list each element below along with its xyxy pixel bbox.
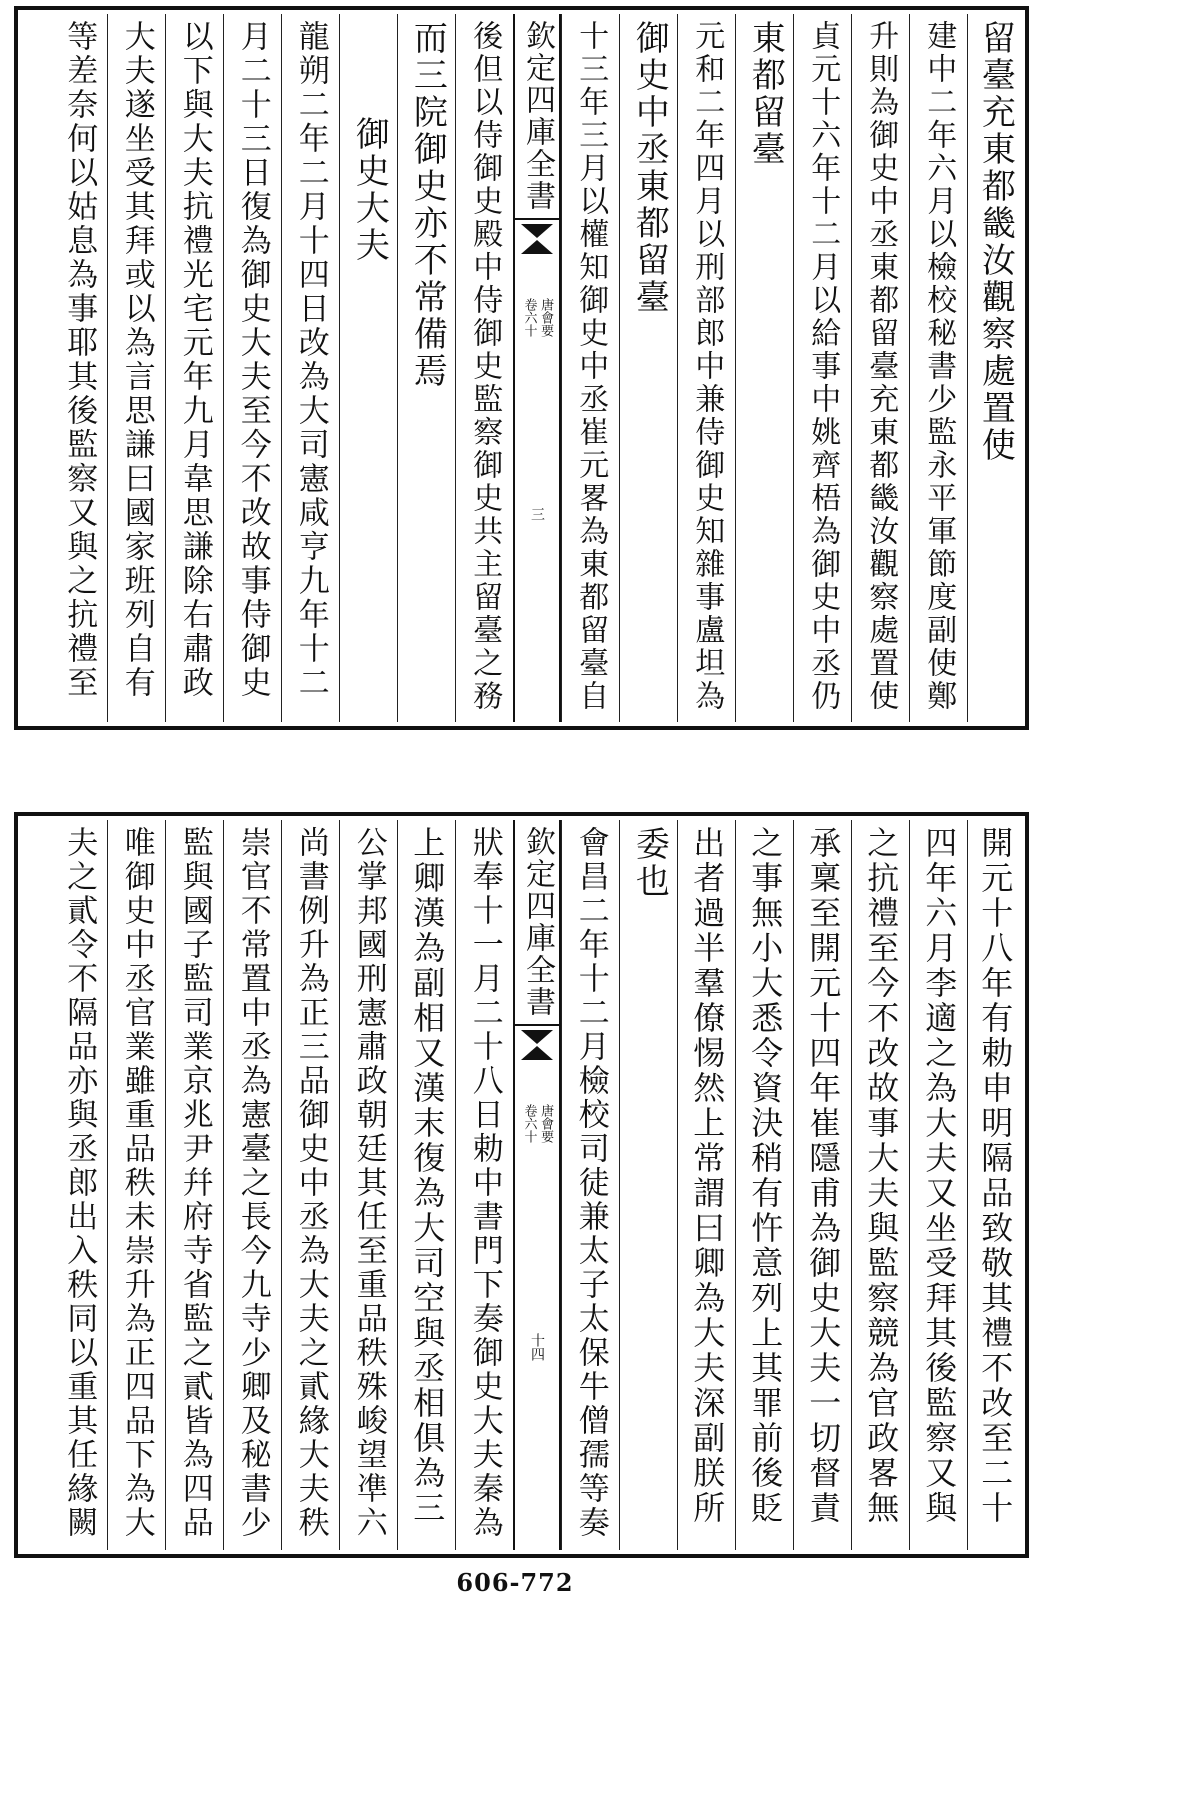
column-text: 等差奈何以姑息為事耶其後監察又與之抗禮至 [61, 20, 98, 700]
column-text: 東都留臺 [745, 20, 786, 168]
text-column [397, 14, 455, 722]
bottom-page-columns [22, 820, 1021, 1550]
text-column [619, 14, 677, 722]
text-column [909, 14, 967, 722]
text-column [281, 820, 339, 1550]
column-text: 龍朔二年二月十四日改為大司憲咸亨九年十二 [292, 20, 329, 700]
column-text: 上卿漢為副相又漢末復為大司空與丞相俱為三 [408, 826, 447, 1526]
text-column [223, 14, 281, 722]
column-text: 公掌邦國刑憲肅政朝廷其任至重品秩殊峻望凖六 [350, 826, 387, 1540]
top-page [14, 6, 1029, 730]
text-column [909, 820, 967, 1550]
center-fold [513, 820, 561, 1550]
column-text: 而三院御史亦不常備焉 [407, 20, 448, 390]
column-text: 以下與大夫抗禮光宅元年九月韋思謙除右肅政 [176, 20, 213, 700]
top-page-columns [22, 14, 1021, 722]
column-text: 尚書例升為正三品御史中丞為大夫之貳緣大夫秩 [292, 826, 329, 1540]
text-column [339, 820, 397, 1550]
text-column [793, 820, 851, 1550]
column-text: 狀奉十一月二十八日勅中書門下奏御史大夫秦為 [466, 826, 503, 1540]
text-column [735, 820, 793, 1550]
column-text: 月二十三日復為御史大夫至今不改故事侍御史 [234, 20, 271, 700]
text-column [561, 820, 619, 1550]
text-column [51, 820, 107, 1550]
fish-tail-icon [521, 224, 553, 238]
column-text: 十三年三月以權知御史中丞崔元畧為東都留臺自 [573, 20, 609, 713]
column-text: 會昌二年十二月檢校司徒兼太子太保牛僧孺等奏 [572, 826, 609, 1540]
book-title: 欽定四庫全書 [515, 20, 559, 220]
column-text: 之抗禮至今不改故事大夫與監察競為官政畧無 [862, 826, 901, 1526]
column-text: 出者過半羣僚惕然上常謂曰卿為大夫深副朕所 [688, 826, 727, 1526]
page-footer-number: 606-772 [456, 1568, 574, 1597]
book-title: 欽定四庫全書 [515, 826, 559, 1026]
text-column [281, 14, 339, 722]
column-text: 元和二年四月以刑部郎中兼侍御史知雜事盧坦為 [689, 20, 725, 713]
text-column [561, 14, 619, 722]
column-text: 開元十八年有勅申明隔品致敬其禮不改至二十 [976, 826, 1015, 1526]
text-column [165, 820, 223, 1550]
text-column [619, 820, 677, 1550]
fish-tail-icon [521, 240, 553, 254]
text-column [967, 14, 1021, 722]
column-text: 承稟至開元十四年崔隱甫為御史大夫一切督責 [804, 826, 843, 1526]
bottom-page [14, 812, 1029, 1558]
fish-tail-icon [521, 1046, 553, 1060]
leaf-number: 三 [529, 507, 545, 521]
fish-tail-icon [521, 1030, 553, 1044]
column-text: 四年六月李適之為大夫又坐受拜其後監察又與 [920, 826, 959, 1526]
chapter-label [521, 1060, 553, 1143]
volume-label: 卷六十 [521, 298, 537, 337]
text-column [107, 14, 165, 722]
text-column [339, 14, 397, 722]
column-text: 貞元十六年十二月以給事中姚齊梧為御史中丞仍 [805, 20, 841, 713]
sub-title: 唐會要 [538, 298, 554, 337]
column-text: 御史中丞東都留臺 [629, 20, 670, 316]
text-column [851, 820, 909, 1550]
text-column [455, 820, 513, 1550]
sub-title: 唐會要 [538, 1104, 554, 1143]
text-column [51, 14, 107, 722]
column-text: 留臺充東都畿汝觀察處置使 [975, 20, 1016, 464]
chapter-label [521, 254, 553, 337]
column-text: 之事無小大悉令資決稍有忤意列上其罪前後貶 [746, 826, 785, 1526]
text-column [677, 820, 735, 1550]
text-column [735, 14, 793, 722]
volume-label: 卷六十 [521, 1104, 537, 1143]
text-column [967, 820, 1021, 1550]
text-column [793, 14, 851, 722]
column-text: 大夫遂坐受其拜或以為言思謙曰國家班列自有 [118, 20, 155, 700]
center-fold [513, 14, 561, 722]
column-text: 夫之貳令不隔品亦與丞郎出入秩同以重其任緣闕 [61, 826, 98, 1540]
leaf-number: 十四 [529, 1333, 545, 1361]
column-text: 升則為御史中丞東都留臺充東都畿汝觀察處置使 [863, 20, 899, 713]
text-column [455, 14, 513, 722]
column-text: 後但以侍御史殿中侍御史監察御史共主留臺之務 [467, 20, 503, 713]
column-text: 唯御史中丞官業雖重品秩未崇升為正四品下為大 [118, 826, 155, 1540]
column-text: 建中二年六月以檢校秘書少監永平軍節度副使鄭 [921, 20, 957, 713]
text-column [397, 820, 455, 1550]
text-column [851, 14, 909, 722]
text-column [677, 14, 735, 722]
column-text: 御史大夫 [349, 116, 390, 264]
column-text: 崇官不常置中丞為憲臺之長今九寺少卿及秘書少 [234, 826, 271, 1540]
text-column [223, 820, 281, 1550]
text-column [165, 14, 223, 722]
column-text: 委也 [629, 826, 670, 900]
text-column [107, 820, 165, 1550]
column-text: 監與國子監司業京兆尹幷府寺省監之貳皆為四品 [176, 826, 213, 1540]
